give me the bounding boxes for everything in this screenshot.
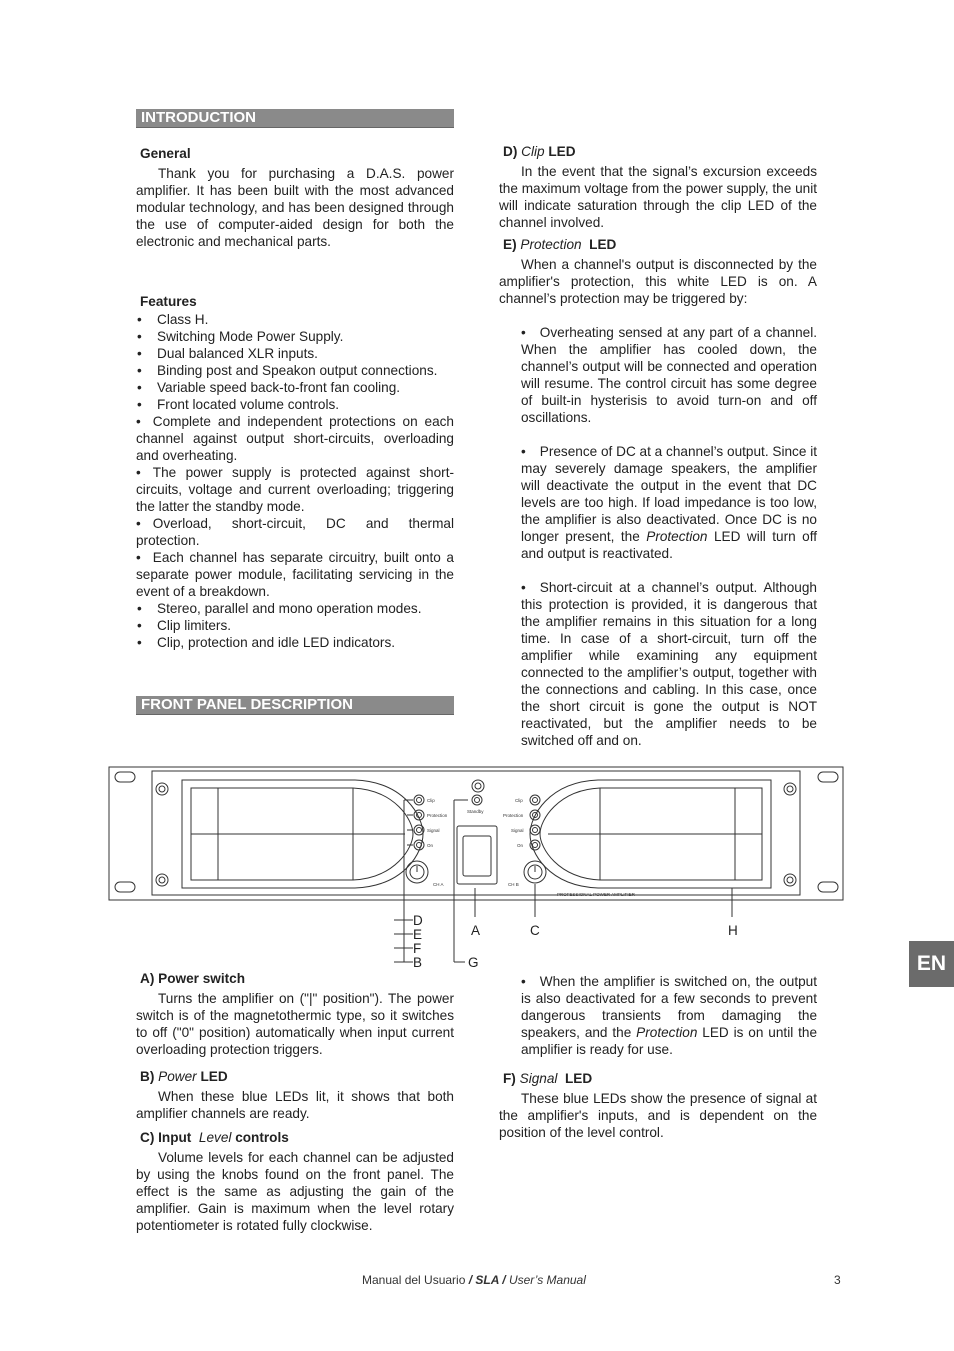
level-controls-title: C) Input Level controls bbox=[140, 1130, 289, 1145]
label-clip-a: Clip bbox=[427, 798, 435, 803]
feature-item: • Complete and independent protections on each channel against output short-circuits, overloading and overheating. bbox=[136, 413, 454, 464]
label-cha: CH A bbox=[433, 882, 444, 887]
features-section bbox=[136, 293, 454, 651]
introduction-heading-bar bbox=[136, 109, 454, 128]
label-clip-b: Clip bbox=[515, 798, 523, 803]
callout-b: B bbox=[413, 955, 423, 970]
signal-led-b bbox=[530, 825, 540, 835]
screw bbox=[787, 877, 793, 883]
level-controls-text: Volume levels for each channel can be adjusted by using the knobs found on the front panel. The effect is the same as adjusting the gain of the amplifier. Gain is maximum when the level rotary potentiometer is rotated fully clockwise. bbox=[136, 1150, 454, 1233]
general-title: General bbox=[140, 146, 191, 161]
protection-bullets bbox=[499, 324, 817, 749]
features-title: Features bbox=[140, 294, 197, 309]
rack-slot-bottom-left bbox=[115, 882, 135, 892]
power-switch-title: A) Power switch bbox=[140, 971, 245, 986]
bullet-dc: • Presence of DC at a channel’s output. Since it may severely damage speakers, the amplifier will deactivate the output in the event that DC levels are too high. If load impedance is too low, the amplifier is also deactivated. Once DC is no longer present, the Protection LED will turn off and output is reactivated. bbox=[521, 444, 817, 561]
bullet-overheating: • Overheating sensed at any part of a channel. When the amplifier has cooled down, the channel’s output will be connected and operation will resume. The control circuit has some degree of built-in hysterisis to avoid turn-on and off oscillations. bbox=[521, 325, 817, 425]
callout-h: H bbox=[728, 923, 738, 938]
label-protection-b: Protection bbox=[503, 813, 524, 818]
screw bbox=[787, 786, 793, 792]
feature-item: • Clip, protection and idle LED indicators. bbox=[136, 634, 454, 651]
bullet-short-circuit: • Short-circuit at a channel’s output. Although this protection is provided, it is dangerous that the amplifier remains in this situation for a long time. In case of a short-circuit, turn off the amplifier while examining any equipment connected to the amplifier’s output, together with the connections and cabling. In this case, once the short circuit is gone the output is NOT reactivated, but the amplifier needs to be switched off and on. bbox=[521, 580, 817, 748]
callout-d: D bbox=[413, 913, 423, 928]
feature-item: • Front located volume controls. bbox=[136, 396, 454, 413]
label-protection-a: Protection bbox=[427, 813, 448, 818]
clip-led-b bbox=[530, 795, 540, 805]
screw bbox=[784, 874, 796, 886]
screw bbox=[156, 874, 168, 886]
feature-item: • Variable speed back-to-front fan cooling. bbox=[136, 379, 454, 396]
language-tab-label: EN bbox=[916, 952, 947, 975]
general-section bbox=[136, 145, 454, 250]
label-chb: CH B bbox=[508, 882, 519, 887]
power-switch-rocker bbox=[463, 836, 491, 876]
rack-slot-bottom-right bbox=[818, 882, 838, 892]
front-panel-diagram bbox=[105, 762, 850, 972]
protection-led-text: When a channel's output is disconnected by the amplifier's protection, this white LED is on. A channel’s protection may be triggered by: bbox=[499, 257, 817, 306]
feature-item: • Binding post and Speakon output connections. bbox=[136, 362, 454, 379]
right-column-top bbox=[499, 143, 817, 749]
footer-title: Manual del Usuario / SLA / User’s Manual bbox=[362, 1273, 586, 1287]
signal-led-title: F) Signal LED bbox=[503, 1071, 593, 1086]
feature-item: • Overload, short-circuit, DC and thermal protection. bbox=[136, 515, 454, 549]
feature-item: • Switching Mode Power Supply. bbox=[136, 328, 454, 345]
screw bbox=[475, 783, 481, 789]
features-list bbox=[136, 311, 454, 651]
signal-led-text: These blue LEDs show the presence of signal at the amplifier's inputs, and is dependent on the position of the level control. bbox=[499, 1091, 817, 1140]
on-led-a bbox=[414, 840, 424, 850]
callout-c: C bbox=[530, 923, 540, 938]
front-panel-heading: FRONT PANEL DESCRIPTION bbox=[141, 696, 353, 713]
bullet-startup: • When the amplifier is switched on, the output is also deactivated for a few seconds to prevent dangerous transients from damaging the speakers, and the Protection LED is on until the amplifier is ready for use. bbox=[521, 974, 818, 1057]
rack-slot-top-right bbox=[818, 772, 838, 782]
feature-item: • Each channel has separate circuitry, built onto a separate power module, facilitating servicing in the event of a breakdown. bbox=[136, 549, 454, 600]
right-column-bottom bbox=[499, 973, 817, 1141]
power-led-text: When these blue LEDs lit, it shows that both amplifier channels are ready. bbox=[136, 1089, 454, 1121]
language-tab bbox=[909, 941, 954, 987]
introduction-heading: INTRODUCTION bbox=[141, 109, 256, 126]
front-panel-heading-bar bbox=[136, 696, 454, 715]
page-number: 3 bbox=[834, 1273, 841, 1287]
feature-item: • The power supply is protected against short-circuits, voltage and current overloading; triggering the latter the standby mode. bbox=[136, 464, 454, 515]
callout-g: G bbox=[468, 955, 479, 970]
label-on-a: On bbox=[427, 843, 434, 848]
label-signal-a: Signal bbox=[427, 828, 440, 833]
protection-led-title: E) Protection LED bbox=[503, 237, 617, 252]
power-led-title: B) Power LED bbox=[140, 1069, 228, 1084]
feature-item: • Dual balanced XLR inputs. bbox=[136, 345, 454, 362]
rack-slot-top-left bbox=[115, 772, 135, 782]
callout-e: E bbox=[413, 927, 423, 942]
clip-led-text: In the event that the signal’s excursion exceeds the maximum voltage from the power supply, the unit will indicate saturation through the clip LED of the channel involved. bbox=[499, 164, 817, 230]
callout-f: F bbox=[413, 941, 422, 956]
clip-led-title: D) Clip LED bbox=[503, 144, 576, 159]
startup-bullet bbox=[499, 973, 817, 1058]
screw bbox=[156, 783, 168, 795]
label-signal-b: Signal bbox=[511, 828, 524, 833]
clip-led-a bbox=[414, 795, 424, 805]
standby-led bbox=[472, 795, 482, 805]
screw bbox=[159, 786, 165, 792]
feature-item: • Class H. bbox=[136, 311, 454, 328]
screw bbox=[784, 783, 796, 795]
power-switch-text: Turns the amplifier on ("|" position"). The power switch is of the magnetothermic type, so it switches to off ("0" position) automatically when input current overloading protection triggers. bbox=[136, 991, 454, 1057]
general-text: Thank you for purchasing a D.A.S. power amplifier. It has been built with the most advanced modular technology, and has been designed through the use of computer-aided design for both the electronic and mechanical parts. bbox=[136, 166, 454, 249]
callout-a: A bbox=[471, 923, 481, 938]
label-on-b: On bbox=[517, 843, 524, 848]
label-brand: PROFESSIONAL POWER AMPLIFIER bbox=[557, 892, 635, 897]
screw bbox=[159, 877, 165, 883]
label-standby: Standby bbox=[467, 809, 484, 814]
left-column-bottom bbox=[136, 970, 454, 1234]
feature-item: • Clip limiters. bbox=[136, 617, 454, 634]
screw bbox=[472, 780, 484, 792]
feature-item: • Stereo, parallel and mono operation modes. bbox=[136, 600, 454, 617]
